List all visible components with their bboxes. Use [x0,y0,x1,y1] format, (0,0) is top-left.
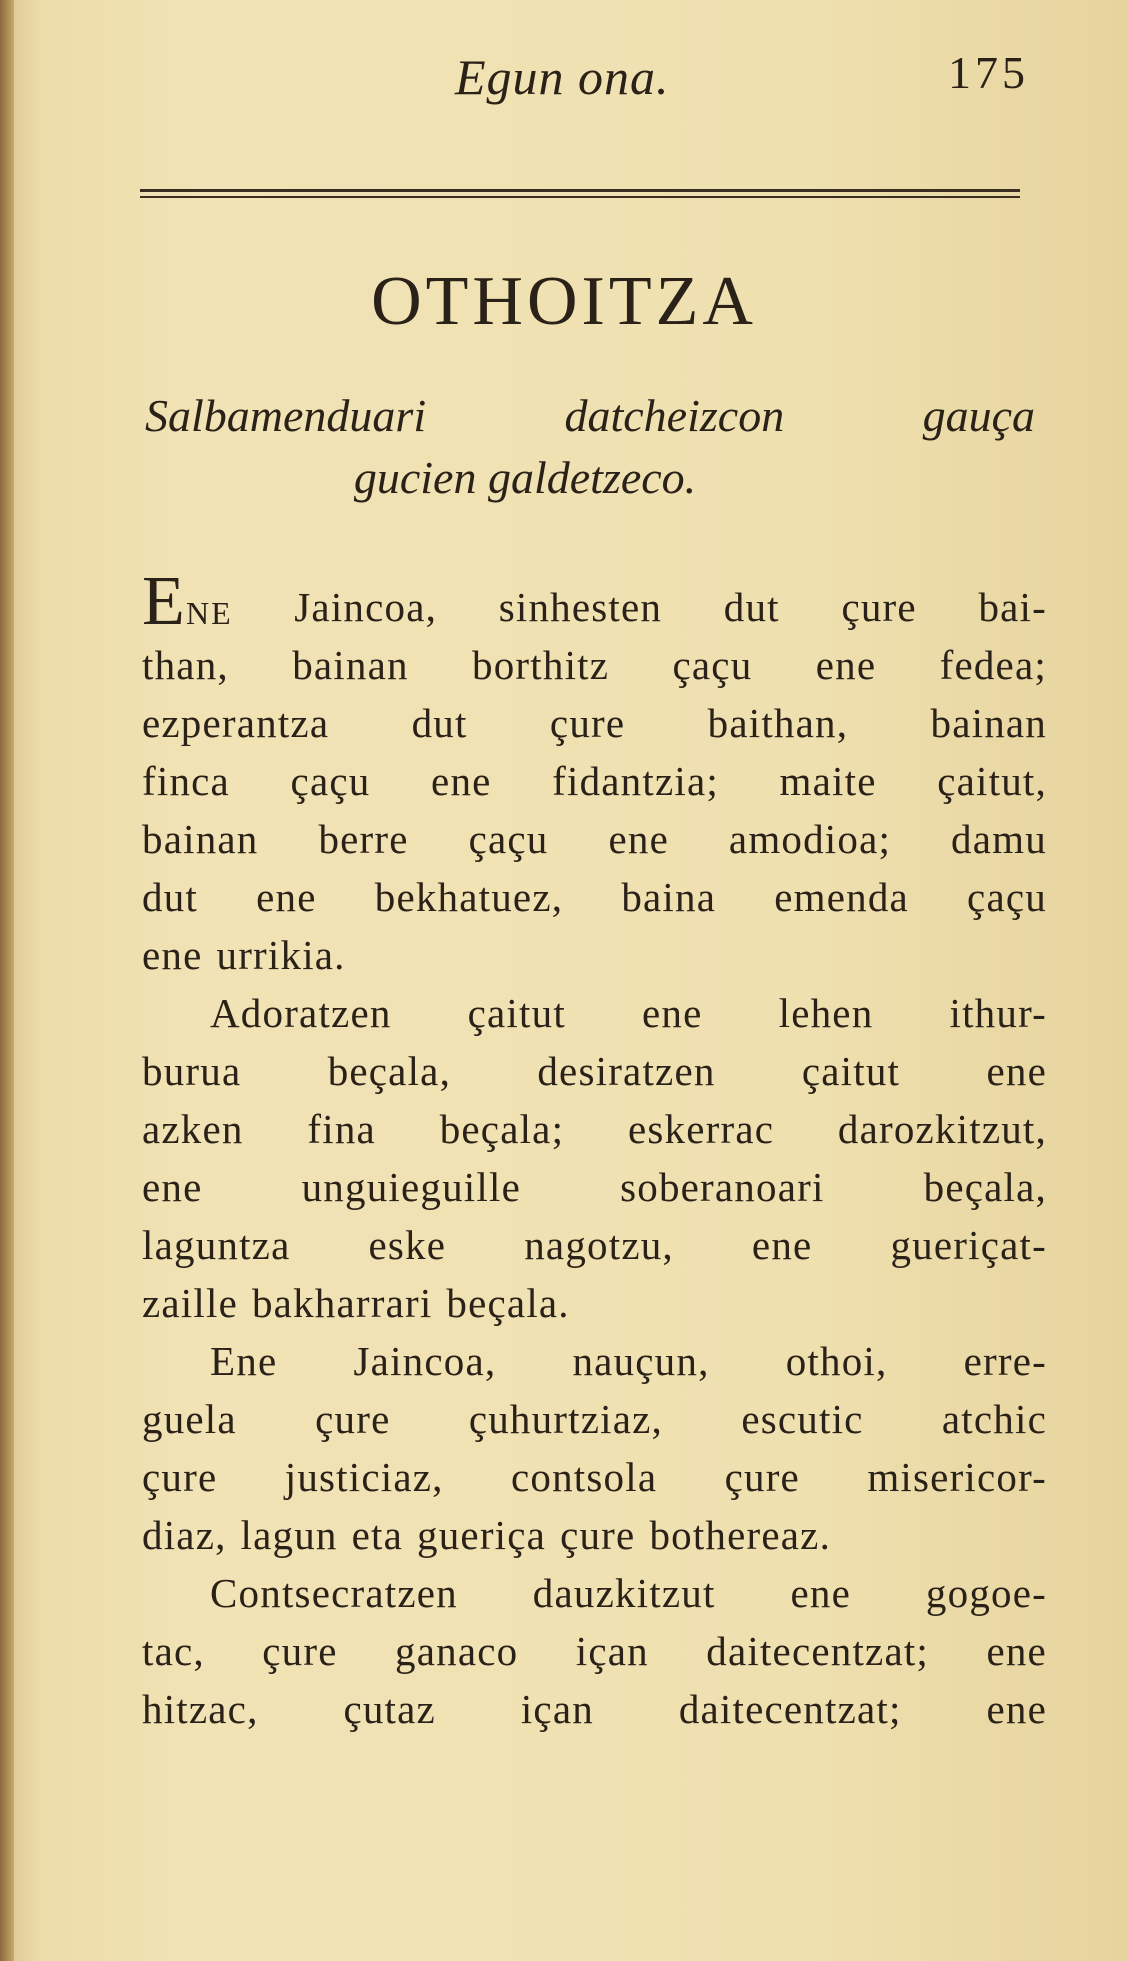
text-line [142,1622,1047,1680]
text-word: çure [841,584,917,630]
text-word: fidantzia; [552,758,719,804]
subtitle-line-2: gucien galdetzeco. [353,452,697,503]
text-word: erre- [963,1338,1047,1384]
text-word: bai- [978,584,1047,630]
text-word: içan [520,1686,594,1732]
text-word: misericor- [867,1454,1047,1500]
running-header-title: Egun ona. [455,49,670,105]
text-line [142,752,1047,810]
text-word: ene [608,816,669,862]
text-word: ene [256,874,317,920]
text-word: gogoe- [925,1570,1047,1616]
text-word: çutaz [343,1686,436,1732]
text-word: berre [318,816,409,862]
text-line [142,1390,1047,1448]
text-line [142,1448,1047,1506]
text-word: nauçun, [572,1338,710,1384]
text-line [142,636,1047,694]
text-line-first [142,563,1047,640]
text-word: darozkitzut, [837,1106,1047,1152]
text-word: urrikia. [216,932,346,978]
text-word: ene [815,642,877,688]
text-word: çaitut [801,1048,901,1094]
text-word: çaitut [467,990,566,1036]
text-word: atchic [941,1396,1047,1442]
text-word: sinhesten [498,584,663,630]
text-word: amodioa; [728,816,892,862]
subtitle-word: Salbamenduari [145,390,427,441]
text-line [142,1158,1047,1216]
text-word: ene [431,758,492,804]
text-word: azken [142,1106,244,1152]
text-word: beçala. [446,1280,570,1326]
text-word: eskerrac [627,1106,775,1152]
text-line [142,810,1047,868]
text-line [142,984,1047,1042]
text-word: çure [560,1512,636,1558]
text-word: fedea; [939,642,1047,688]
drop-cap-letter: E [142,563,186,640]
small-caps-letters: NE [185,595,233,631]
text-word: bothereaz. [649,1512,832,1558]
text-word: baithan, [707,700,849,746]
text-word: laguntza [142,1222,291,1268]
text-word: ene [986,1686,1047,1732]
subtitle-word: datcheizcon [564,390,785,441]
text-line [142,926,1047,984]
text-word: diaz, [142,1512,227,1558]
text-line [142,1274,1047,1332]
text-word: than, [142,642,229,688]
text-word: Adoratzen [210,990,392,1036]
text-word: bainan [930,700,1047,746]
text-word: tac, [142,1628,205,1674]
text-word: beçala, [327,1048,452,1094]
text-word: çure [549,700,626,746]
text-word: escutic [741,1396,864,1442]
text-word: hitzac, [142,1686,259,1732]
text-word: çaçu [290,758,371,804]
text-word: daitecentzat; [706,1628,930,1674]
text-word: othoi, [785,1338,888,1384]
text-line [142,1564,1047,1622]
text-word: burua [142,1048,242,1094]
text-word: dut [142,874,198,920]
header-rule-bottom [140,196,1020,198]
text-word: Jaincoa, [294,584,438,630]
text-word: daitecentzat; [678,1686,902,1732]
text-word: zaille [142,1280,238,1326]
prayer-body-text [142,563,1047,1738]
text-line [142,1100,1047,1158]
text-word: Ene [210,1338,278,1384]
text-word: içan [575,1628,649,1674]
text-word: eta [351,1512,404,1558]
text-word: çure [724,1454,800,1500]
text-word: gueriça [417,1512,547,1558]
text-line [142,694,1047,752]
text-word: ene [751,1222,813,1268]
text-word: lagun [240,1512,338,1558]
subtitle-line-1 [145,385,1035,447]
text-word: ene [986,1048,1047,1094]
text-word: contsola [510,1454,658,1500]
subtitle-word: gauça [922,390,1035,441]
text-word: çaçu [967,874,1047,920]
text-word: ene [790,1570,851,1616]
text-word: guela [142,1396,237,1442]
text-word: finca [142,758,230,804]
text-word: emenda [774,874,909,920]
text-word: justiciaz, [284,1454,444,1500]
text-word: çure [315,1396,391,1442]
text-line [142,1680,1047,1738]
text-word: ene [986,1628,1047,1674]
text-line [142,868,1047,926]
text-word: soberanoari [620,1164,825,1210]
text-word: nagotzu, [524,1222,674,1268]
text-word: çuhurtziaz, [468,1396,663,1442]
text-word: çaçu [672,642,753,688]
opening-word [142,563,233,640]
text-word: ithur- [949,990,1047,1036]
text-word: ene [142,932,203,978]
page-number: 175 [948,47,1029,98]
text-word: desiratzen [537,1048,716,1094]
text-word: çure [262,1628,338,1674]
text-word: bainan [142,816,259,862]
text-word: dauzkitzut [532,1570,716,1616]
section-heading: OTHOITZA [371,263,757,340]
text-word: çaitut, [937,758,1047,804]
text-word: beçala; [439,1106,565,1152]
text-word: eske [368,1222,447,1268]
text-word: ene [142,1164,203,1210]
text-word: bainan [292,642,409,688]
text-word: unguieguille [301,1164,521,1210]
text-word: bekhatuez, [374,874,564,920]
section-subtitle [145,385,1045,509]
text-word: damu [951,816,1047,862]
text-word: dut [723,584,780,630]
text-word: dut [411,700,468,746]
text-word: bakharrari [251,1280,433,1326]
text-word: borthitz [472,642,610,688]
text-word: lehen [778,990,874,1036]
text-word: çaçu [468,816,549,862]
text-line [142,1216,1047,1274]
text-word: ezperantza [142,700,330,746]
text-word: ganaco [395,1628,519,1674]
text-lines [142,636,1047,1738]
text-word: fina [307,1106,376,1152]
text-word: beçala, [923,1164,1047,1210]
text-word: gueriçat- [890,1222,1047,1268]
text-word: çure [142,1454,218,1500]
text-line [142,1506,1047,1564]
text-word: baina [621,874,717,920]
header-rule-top [140,189,1020,192]
text-word: Contsecratzen [210,1570,458,1616]
text-word: Jaincoa, [353,1338,497,1384]
text-word: maite [779,758,877,804]
text-line [142,1332,1047,1390]
text-word: ene [642,990,703,1036]
text-line [142,1042,1047,1100]
